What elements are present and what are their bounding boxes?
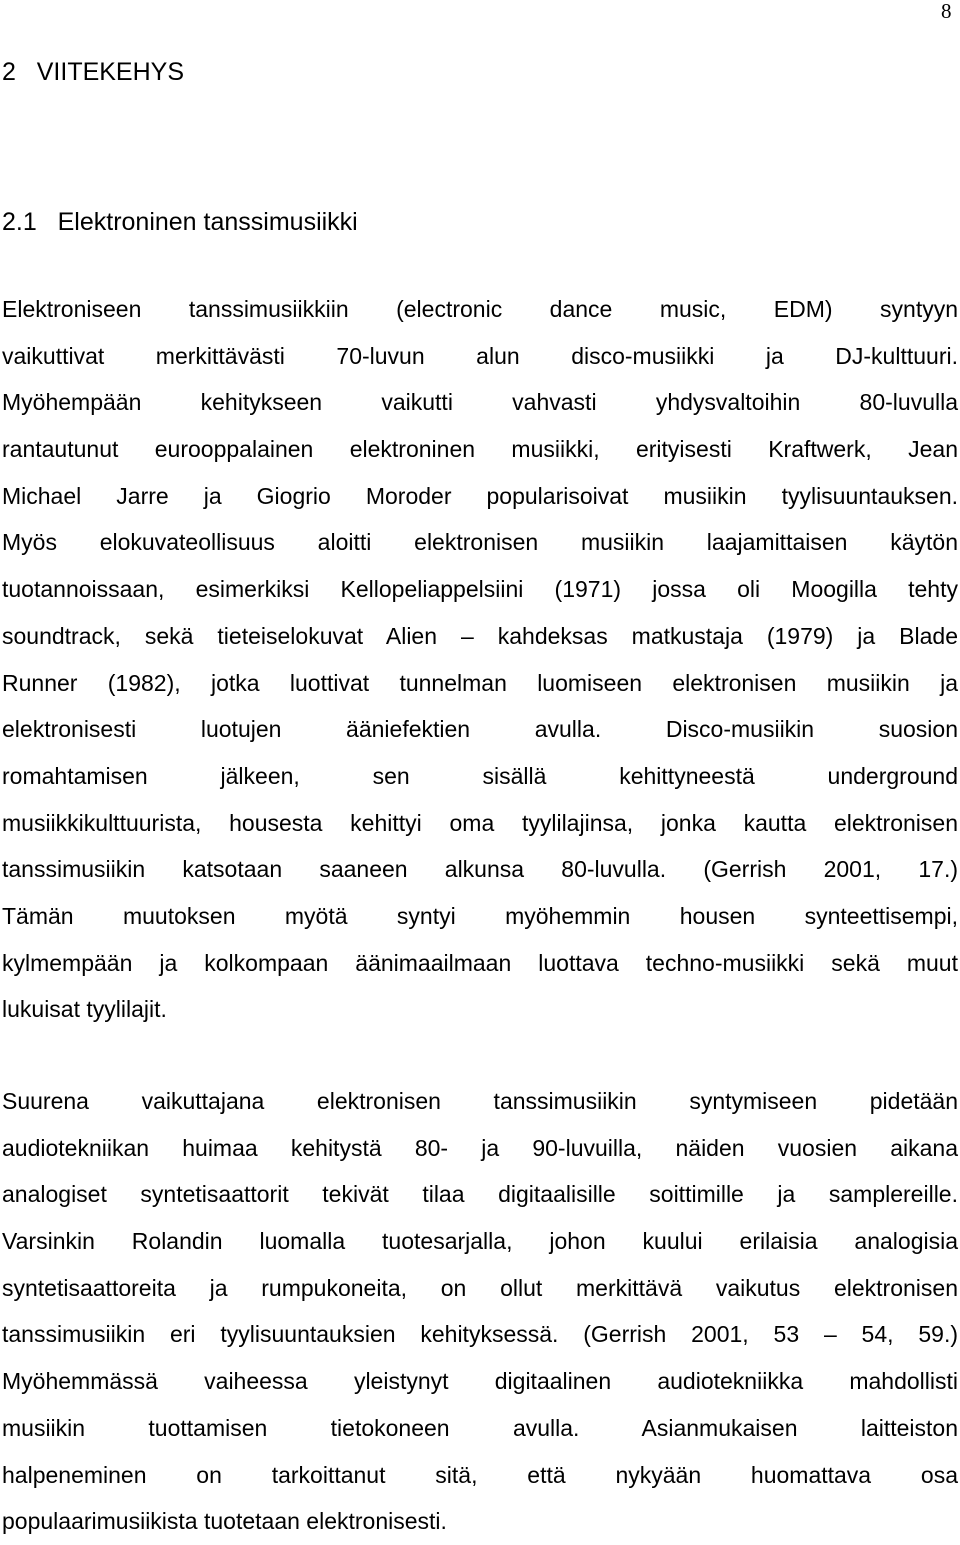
text-line: Elektroniseen tanssimusiikkiin (electronic dance music, EDM) syntyyn — [2, 296, 958, 322]
text-line: tanssimusiikin katsotaan saaneen alkunsa 80-luvulla. (Gerrish 2001, 17.) — [2, 856, 958, 883]
text-line: musiikin tuottamisen tietokoneen avulla. Asianmukaisen laitteiston — [2, 1414, 958, 1441]
text-line: populaarimusiikista tuotetaan elektronisesti. — [2, 1508, 447, 1535]
text-line: Suurena vaikuttajana elektronisen tanssimusiikin syntymiseen pidetään — [2, 1088, 958, 1114]
chapter-heading — [2, 56, 184, 88]
text-line: musiikkikulttuurista, housesta kehittyi oma tyylilajinsa, jonka kautta elektronisen — [2, 809, 958, 836]
body-paragraph-1 — [2, 286, 958, 1033]
body-paragraph-2 — [2, 1078, 958, 1545]
text-line: syntetisaattoreita ja rumpukoneita, on ollut merkittävä vaikutus elektronisen — [2, 1274, 958, 1301]
text-line: romahtamisen jälkeen, sen sisällä kehittyneestä underground — [2, 762, 958, 789]
text-line: Myöhempään kehitykseen vaikutti vahvasti yhdysvaltoihin 80-luvulla — [2, 389, 958, 416]
text-line: halpeneminen on tarkoittanut sitä, että nykyään huomattava osa — [2, 1461, 958, 1488]
section-title: Elektroninen tanssimusiikki — [57, 208, 358, 236]
text-line: Runner (1982), jotka luottivat tunnelman luomiseen elektronisen musiikin ja — [2, 669, 958, 696]
text-line: rantautunut eurooppalainen elektroninen musiikki, erityisesti Kraftwerk, Jean — [2, 436, 958, 463]
text-line: soundtrack, sekä tieteiselokuvat Alien – kahdeksas matkustaja (1979) ja Blade — [2, 622, 958, 649]
text-line: audiotekniikan huimaa kehitystä 80- ja 90-luvuilla, näiden vuosien aikana — [2, 1134, 958, 1161]
text-line: Tämän muutoksen myötä syntyi myöhemmin housen synteettisempi, — [2, 902, 958, 929]
text-line: Myöhemmässä vaiheessa yleistynyt digitaalinen audiotekniikka mahdollisti — [2, 1368, 958, 1395]
text-line: lukuisat tyylilajit. — [2, 996, 167, 1023]
text-line: Varsinkin Rolandin luomalla tuotesarjalla, johon kuului erilaisia analogisia — [2, 1228, 958, 1255]
text-line: elektronisesti luotujen ääniefektien avulla. Disco-musiikin suosion — [2, 716, 958, 743]
text-line: tuotannoissaan, esimerkiksi Kellopeliappelsiini (1971) jossa oli Moogilla tehty — [2, 576, 958, 603]
section-number: 2.1 — [2, 208, 37, 236]
page-number: 8 — [941, 0, 952, 23]
text-line: Myös elokuvateollisuus aloitti elektronisen musiikin laajamittaisen käytön — [2, 529, 958, 556]
text-line: Michael Jarre ja Giogrio Moroder popularisoivat musiikin tyylisuuntauksen. — [2, 482, 958, 509]
text-line: kylmempään ja kolkompaan äänimaailmaan luottava techno-musiikki sekä muut — [2, 949, 958, 976]
text-line: analogiset syntetisaattorit tekivät tilaa digitaalisille soittimille ja samplereille. — [2, 1181, 958, 1208]
chapter-number: 2 — [2, 58, 16, 86]
text-line: vaikuttivat merkittävästi 70-luvun alun disco-musiikki ja DJ-kulttuuri. — [2, 342, 958, 369]
section-heading — [2, 206, 358, 238]
chapter-title: VIITEKEHYS — [36, 58, 185, 86]
text-line: tanssimusiikin eri tyylisuuntauksien kehityksessä. (Gerrish 2001, 53 – 54, 59.) — [2, 1321, 958, 1348]
